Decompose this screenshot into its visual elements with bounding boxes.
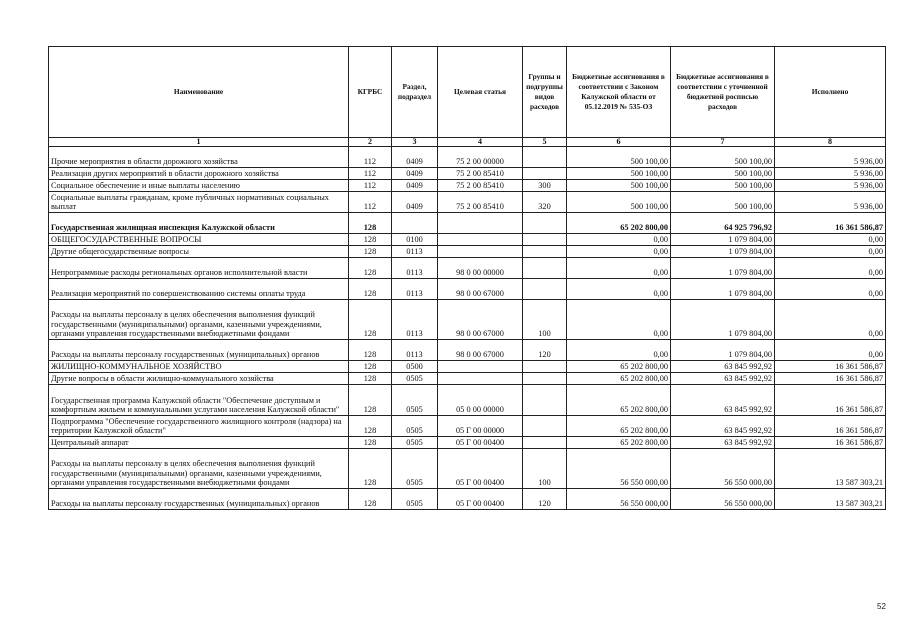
row-refined-budget: 500 100,00 <box>671 147 775 168</box>
table-row <box>49 437 886 449</box>
row-executed: 0,00 <box>775 300 886 340</box>
row-expense-group: 300 <box>523 180 567 192</box>
row-expense-group <box>523 373 567 385</box>
row-expense-group: 100 <box>523 300 567 340</box>
row-section: 0409 <box>392 192 438 213</box>
column-number: 6 <box>567 138 671 147</box>
table-row <box>49 180 886 192</box>
row-approved-budget: 56 550 000,00 <box>567 449 671 489</box>
row-executed: 0,00 <box>775 340 886 361</box>
column-number: 2 <box>349 138 392 147</box>
row-target-article: 05 Г 00 00400 <box>438 489 523 510</box>
row-section: 0505 <box>392 385 438 416</box>
row-section: 0113 <box>392 300 438 340</box>
row-target-article: 75 2 00 85410 <box>438 180 523 192</box>
row-target-article: 98 0 00 67000 <box>438 340 523 361</box>
table-row <box>49 361 886 373</box>
row-target-article: 05 0 00 00000 <box>438 385 523 416</box>
row-name: Социальное обеспечение и иные выплаты населению <box>49 180 349 192</box>
table-row <box>49 147 886 168</box>
row-approved-budget: 65 202 800,00 <box>567 385 671 416</box>
row-section: 0500 <box>392 361 438 373</box>
row-target-article: 75 2 00 85410 <box>438 168 523 180</box>
row-executed: 0,00 <box>775 234 886 246</box>
header-kgrbs: КГРБС <box>349 47 392 138</box>
row-kgrbs: 128 <box>349 246 392 258</box>
row-refined-budget: 1 079 804,00 <box>671 234 775 246</box>
budget-table <box>48 46 886 510</box>
row-approved-budget: 0,00 <box>567 279 671 300</box>
row-target-article: 05 Г 00 00400 <box>438 437 523 449</box>
row-target-article <box>438 234 523 246</box>
row-expense-group <box>523 246 567 258</box>
row-refined-budget: 63 845 992,92 <box>671 437 775 449</box>
row-section: 0505 <box>392 489 438 510</box>
row-kgrbs: 112 <box>349 180 392 192</box>
table-row <box>49 300 886 340</box>
row-section: 0505 <box>392 416 438 437</box>
row-target-article: 05 Г 00 00000 <box>438 416 523 437</box>
row-name: Реализация мероприятий по совершенствованию системы оплаты труда <box>49 279 349 300</box>
row-name: Другие вопросы в области жилищно-коммунального хозяйства <box>49 373 349 385</box>
column-number: 4 <box>438 138 523 147</box>
row-executed: 5 936,00 <box>775 147 886 168</box>
row-refined-budget: 500 100,00 <box>671 168 775 180</box>
row-refined-budget: 64 925 796,92 <box>671 213 775 234</box>
row-executed: 13 587 303,21 <box>775 489 886 510</box>
row-executed: 16 361 586,87 <box>775 437 886 449</box>
row-name: Непрограммные расходы региональных органов исполнительной власти <box>49 258 349 279</box>
row-executed: 5 936,00 <box>775 168 886 180</box>
row-refined-budget: 63 845 992,92 <box>671 361 775 373</box>
header-refined-budget: Бюджетные ассигнования в соответствии с уточненной бюджетной росписью расходов <box>671 47 775 138</box>
row-approved-budget: 0,00 <box>567 234 671 246</box>
row-kgrbs: 112 <box>349 192 392 213</box>
row-name: Расходы на выплаты персоналу государственных (муниципальных) органов <box>49 340 349 361</box>
row-refined-budget: 63 845 992,92 <box>671 416 775 437</box>
table-row <box>49 258 886 279</box>
row-section: 0505 <box>392 449 438 489</box>
table-row <box>49 192 886 213</box>
row-section: 0100 <box>392 234 438 246</box>
row-kgrbs: 128 <box>349 340 392 361</box>
row-target-article: 75 2 00 85410 <box>438 192 523 213</box>
row-kgrbs: 128 <box>349 489 392 510</box>
row-approved-budget: 65 202 800,00 <box>567 416 671 437</box>
row-name: Расходы на выплаты персоналу в целях обеспечения выполнения функций государственными (муниципальными) органами, казенными учреждениями, органами управления государственными внебюджетными фондами <box>49 300 349 340</box>
row-approved-budget: 0,00 <box>567 258 671 279</box>
header-name: Наименование <box>49 47 349 138</box>
row-refined-budget: 1 079 804,00 <box>671 258 775 279</box>
row-name: Расходы на выплаты персоналу в целях обеспечения выполнения функций государственными (муниципальными) органами, казенными учреждениями, органами управления государственными внебюджетными фондами <box>49 449 349 489</box>
row-name: Расходы на выплаты персоналу государственных (муниципальных) органов <box>49 489 349 510</box>
row-expense-group <box>523 168 567 180</box>
row-target-article: 98 0 00 67000 <box>438 279 523 300</box>
row-kgrbs: 128 <box>349 373 392 385</box>
table-row <box>49 213 886 234</box>
row-kgrbs: 128 <box>349 385 392 416</box>
row-refined-budget: 500 100,00 <box>671 192 775 213</box>
row-approved-budget: 0,00 <box>567 300 671 340</box>
row-refined-budget: 1 079 804,00 <box>671 279 775 300</box>
row-kgrbs: 128 <box>349 234 392 246</box>
table-row <box>49 373 886 385</box>
row-executed: 0,00 <box>775 279 886 300</box>
table-row <box>49 279 886 300</box>
table-row <box>49 385 886 416</box>
row-expense-group <box>523 385 567 416</box>
row-approved-budget: 0,00 <box>567 246 671 258</box>
row-executed: 0,00 <box>775 246 886 258</box>
row-executed: 0,00 <box>775 258 886 279</box>
row-approved-budget: 500 100,00 <box>567 192 671 213</box>
row-target-article <box>438 246 523 258</box>
row-expense-group: 120 <box>523 489 567 510</box>
row-approved-budget: 500 100,00 <box>567 147 671 168</box>
header-executed: Исполнено <box>775 47 886 138</box>
row-refined-budget: 1 079 804,00 <box>671 340 775 361</box>
row-approved-budget: 0,00 <box>567 340 671 361</box>
row-refined-budget: 63 845 992,92 <box>671 385 775 416</box>
row-kgrbs: 128 <box>349 437 392 449</box>
table-row <box>49 416 886 437</box>
row-approved-budget: 65 202 800,00 <box>567 373 671 385</box>
row-name: ЖИЛИЩНО-КОММУНАЛЬНОЕ ХОЗЯЙСТВО <box>49 361 349 373</box>
header-section: Раздел, подраздел <box>392 47 438 138</box>
row-section: 0505 <box>392 437 438 449</box>
row-refined-budget: 1 079 804,00 <box>671 300 775 340</box>
row-kgrbs: 128 <box>349 300 392 340</box>
row-expense-group: 100 <box>523 449 567 489</box>
row-name: Подпрограмма "Обеспечение государственного жилищного контроля (надзора) на территории Калужской области" <box>49 416 349 437</box>
column-number: 7 <box>671 138 775 147</box>
row-refined-budget: 500 100,00 <box>671 180 775 192</box>
row-kgrbs: 128 <box>349 279 392 300</box>
budget-table-sheet <box>48 46 886 510</box>
row-target-article: 75 2 00 00000 <box>438 147 523 168</box>
row-target-article <box>438 373 523 385</box>
row-target-article: 98 0 00 67000 <box>438 300 523 340</box>
row-executed: 13 587 303,21 <box>775 449 886 489</box>
row-expense-group <box>523 279 567 300</box>
column-number: 1 <box>49 138 349 147</box>
row-expense-group <box>523 213 567 234</box>
row-approved-budget: 500 100,00 <box>567 180 671 192</box>
row-target-article: 98 0 00 00000 <box>438 258 523 279</box>
row-approved-budget: 65 202 800,00 <box>567 213 671 234</box>
header-target-article: Целевая статья <box>438 47 523 138</box>
column-number: 8 <box>775 138 886 147</box>
table-row <box>49 449 886 489</box>
row-refined-budget: 63 845 992,92 <box>671 373 775 385</box>
row-target-article: 05 Г 00 00400 <box>438 449 523 489</box>
row-name: Другие общегосударственные вопросы <box>49 246 349 258</box>
row-refined-budget: 56 550 000,00 <box>671 489 775 510</box>
row-kgrbs: 128 <box>349 258 392 279</box>
row-name: Государственная программа Калужской области "Обеспечение доступным и комфортным жильем и коммунальными услугами населения Калужской области" <box>49 385 349 416</box>
row-name: Прочие мероприятия в области дорожного хозяйства <box>49 147 349 168</box>
row-section: 0409 <box>392 147 438 168</box>
header-row <box>49 47 886 138</box>
row-approved-budget: 65 202 800,00 <box>567 437 671 449</box>
column-number: 5 <box>523 138 567 147</box>
row-expense-group: 320 <box>523 192 567 213</box>
column-number: 3 <box>392 138 438 147</box>
row-section: 0409 <box>392 168 438 180</box>
row-section <box>392 213 438 234</box>
table-row <box>49 489 886 510</box>
row-target-article <box>438 213 523 234</box>
row-section: 0505 <box>392 373 438 385</box>
table-row <box>49 168 886 180</box>
row-name: Социальные выплаты гражданам, кроме публичных нормативных социальных выплат <box>49 192 349 213</box>
row-expense-group <box>523 258 567 279</box>
row-target-article <box>438 361 523 373</box>
header-expense-group: Группы и подгруппы видов расходов <box>523 47 567 138</box>
table-body <box>49 147 886 510</box>
header-approved-budget: Бюджетные ассигнования в соответствии с Законом Калужской области от 05.12.2019 № 535-ОЗ <box>567 47 671 138</box>
row-approved-budget: 56 550 000,00 <box>567 489 671 510</box>
row-expense-group <box>523 361 567 373</box>
row-expense-group <box>523 234 567 246</box>
row-kgrbs: 112 <box>349 147 392 168</box>
row-kgrbs: 128 <box>349 449 392 489</box>
row-kgrbs: 128 <box>349 416 392 437</box>
page-number: 52 <box>877 602 886 611</box>
row-refined-budget: 56 550 000,00 <box>671 449 775 489</box>
row-executed: 16 361 586,87 <box>775 416 886 437</box>
row-refined-budget: 1 079 804,00 <box>671 246 775 258</box>
row-section: 0113 <box>392 279 438 300</box>
row-name: Государственная жилищная инспекция Калужской области <box>49 213 349 234</box>
row-executed: 5 936,00 <box>775 192 886 213</box>
row-expense-group <box>523 437 567 449</box>
row-expense-group: 120 <box>523 340 567 361</box>
row-approved-budget: 65 202 800,00 <box>567 361 671 373</box>
row-expense-group <box>523 416 567 437</box>
row-executed: 16 361 586,87 <box>775 361 886 373</box>
row-executed: 16 361 586,87 <box>775 213 886 234</box>
table-row <box>49 340 886 361</box>
row-executed: 16 361 586,87 <box>775 373 886 385</box>
row-executed: 16 361 586,87 <box>775 385 886 416</box>
row-kgrbs: 128 <box>349 361 392 373</box>
row-expense-group <box>523 147 567 168</box>
row-kgrbs: 112 <box>349 168 392 180</box>
column-number-row <box>49 138 886 147</box>
row-section: 0113 <box>392 258 438 279</box>
row-approved-budget: 500 100,00 <box>567 168 671 180</box>
table-row <box>49 246 886 258</box>
row-name: Реализация других мероприятий в области дорожного хозяйства <box>49 168 349 180</box>
row-kgrbs: 128 <box>349 213 392 234</box>
table-row <box>49 234 886 246</box>
row-section: 0113 <box>392 340 438 361</box>
row-name: ОБЩЕГОСУДАРСТВЕННЫЕ ВОПРОСЫ <box>49 234 349 246</box>
row-name: Центральный аппарат <box>49 437 349 449</box>
row-executed: 5 936,00 <box>775 180 886 192</box>
row-section: 0409 <box>392 180 438 192</box>
row-section: 0113 <box>392 246 438 258</box>
